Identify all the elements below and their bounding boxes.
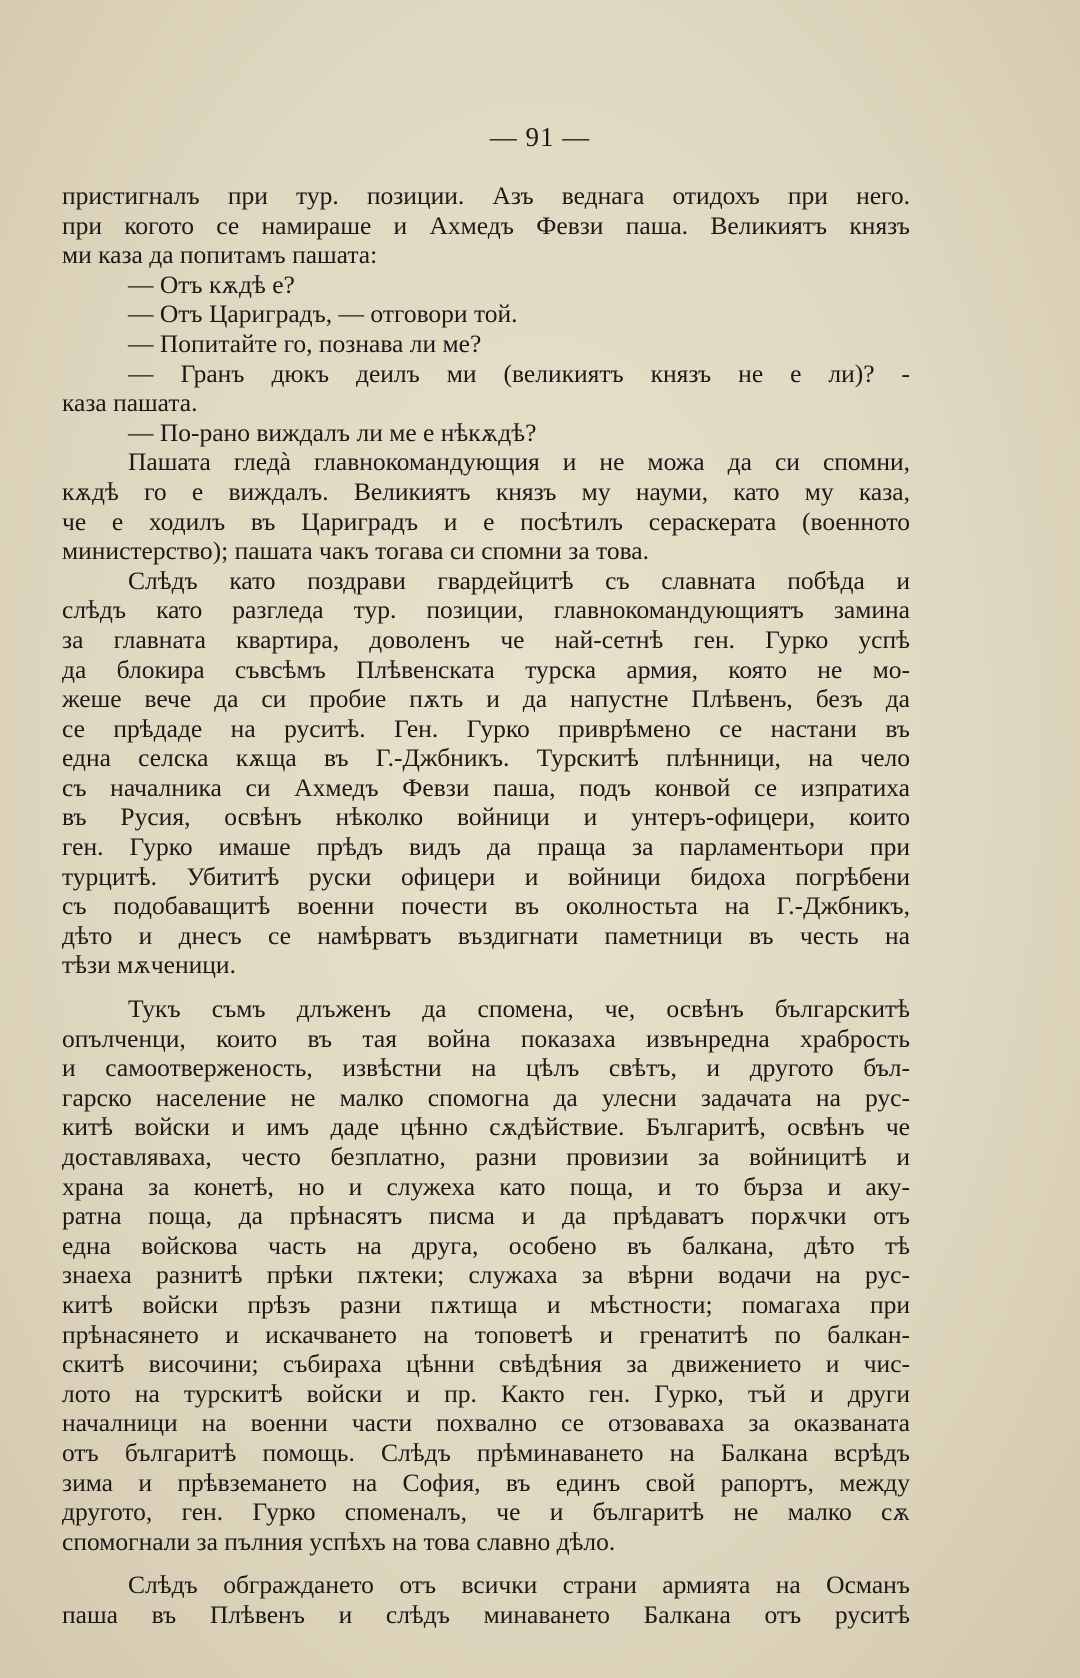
text-line: тѣзи мѫченици. (62, 950, 236, 980)
text-line: гарско население не малко спомогна да улесни задачата на рус- (62, 1082, 910, 1112)
text-line: отъ българитѣ помощь. Слѣдъ прѣминаването на Балкана всрѣдъ (62, 1437, 910, 1467)
text-line: една войскова часть на друга, особено въ балкана, дѣто тѣ (62, 1230, 910, 1260)
text-line: паша въ Плѣвенъ и слѣдъ минаването Балкана отъ руситѣ (62, 1599, 910, 1629)
text-line: дѣто и днесъ се намѣрватъ въздигнати паметници въ честь на (62, 920, 910, 950)
paragraph (62, 418, 910, 448)
paragraph-gap (62, 1556, 910, 1570)
text-line: храна за конетѣ, но и служеха като поща, и то бърза и аку- (62, 1171, 910, 1201)
paragraph (62, 329, 910, 359)
text-line: пристигналъ при тур. позиции. Азъ веднага отидохъ при него. (62, 181, 910, 210)
text-line: съ началника си Ахмедъ Февзи паша, подъ конвой се изпратиха (62, 772, 910, 802)
text-line: китѣ войски прѣзъ разни пѫтища и мѣстности; помагаха при (62, 1289, 910, 1319)
text-line: да блокира съвсѣмъ Плѣвенската турска армия, която не мо- (62, 654, 910, 684)
page-number: — 91 — (489, 122, 591, 152)
text-line: знаеха разнитѣ прѣки пѫтеки; служаха за вѣрни водачи на рус- (62, 1260, 910, 1290)
text-line: Тукъ съмъ длъженъ да спомена, че, освѣнъ българскитѣ (128, 994, 910, 1024)
text-line: при когото се намираше и Ахмедъ Февзи паша. Великиятъ князъ (62, 210, 910, 240)
text-line: слѣдъ като разгледа тур. позиции, главнокомандующиятъ замина (62, 595, 910, 625)
text-line: ген. Гурко имаше прѣдъ видъ да праща за парламентьори при (62, 832, 910, 862)
text-line: опълченци, които въ тая война показаха извънредна храбрость (62, 1023, 910, 1053)
paragraph (62, 447, 910, 565)
text-line: и самоотверженость, извѣстни на цѣлъ свѣтъ, и другото бъл- (62, 1053, 910, 1083)
body-text (62, 181, 910, 1630)
text-line: другото, ген. Гурко споменалъ, че и българитѣ не малко сѫ (62, 1497, 910, 1527)
text-line: — Отъ кѫдѣ е? (128, 269, 295, 299)
paragraph (62, 299, 910, 329)
text-line: китѣ войски и имъ даде цѣнно сѫдѣйствие. Българитѣ, освѣнъ че (62, 1112, 910, 1142)
text-line: лото на турскитѣ войски и пр. Както ген. Гурко, тъй и други (62, 1378, 910, 1408)
text-line: съ подобаващитѣ военни почести въ околностьта на Г.-Джбникъ, (62, 891, 910, 921)
text-line: за главната квартира, доволенъ че най-сетнѣ ген. Гурко успѣ (62, 624, 910, 654)
text-line: прѣнасянето и искачването на топоветѣ и гренатитѣ по балкан- (62, 1319, 910, 1349)
text-line: Слѣдъ като поздрави гвардейцитѣ съ славната побѣда и (128, 565, 910, 595)
text-line: — Гранъ дюкъ деилъ ми (великиятъ князъ не е ли)? - (128, 358, 910, 388)
paragraph (62, 994, 910, 1556)
paragraph (62, 181, 910, 270)
text-line: ми каза да попитамъ пашата: (62, 240, 378, 270)
paragraph-gap (62, 980, 910, 994)
text-line: че е ходилъ въ Цариградъ и е посѣтилъ сераскерата (военното (62, 506, 910, 536)
text-line: Пашата гледà главнокомандующия и не можа да си спомни, (128, 447, 910, 477)
text-line: ратна поща, да прѣнасятъ писма и да прѣдаватъ порѫчки отъ (62, 1201, 910, 1231)
text-line: каза пашата. (62, 388, 198, 418)
text-line: турцитѣ. Убититѣ руски офицери и войници бидоха погрѣбени (62, 861, 910, 891)
text-line: една селска кѫща въ Г.-Джбникъ. Турскитѣ плѣнници, на чело (62, 743, 910, 773)
paragraph (62, 359, 910, 418)
text-line: скитѣ височини; събираха цѣнни свѣдѣния за движението и чис- (62, 1349, 910, 1379)
paragraph (62, 270, 910, 300)
text-line: въ Русия, освѣнъ нѣколко войници и унтеръ-офицери, които (62, 802, 910, 832)
text-line: — Отъ Цариградъ, — отговори той. (128, 299, 518, 329)
text-line: Слѣдъ обграждането отъ всички страни армията на Османъ (128, 1570, 910, 1600)
text-line: началници на военни части похвално се отзоваваха за оказваната (62, 1408, 910, 1438)
text-line: доставляваха, често безплатно, разни провизии за войницитѣ и (62, 1142, 910, 1171)
text-line: се прѣдаде на руситѣ. Ген. Гурко приврѣмено се настани въ (62, 713, 910, 743)
text-line: — По-рано виждалъ ли ме е нѣкѫдѣ? (128, 417, 537, 447)
text-line: — Попитайте го, познава ли ме? (128, 328, 482, 358)
paragraph (62, 1570, 910, 1629)
text-line: кѫдѣ го е виждалъ. Великиятъ князъ му науми, като му каза, (62, 476, 910, 506)
text-line: жеше вече да си пробие пѫть и да напустне Плѣвенъ, безъ да (62, 684, 910, 714)
paragraph (62, 566, 910, 980)
text-line: спомогнали за пълния успѣхъ на това славно дѣло. (62, 1526, 616, 1556)
text-line: министерство); пашата чакъ тогава си спомни за това. (62, 536, 649, 566)
text-line: зима и прѣвземането на София, въ единъ свой рапортъ, между (62, 1467, 910, 1497)
